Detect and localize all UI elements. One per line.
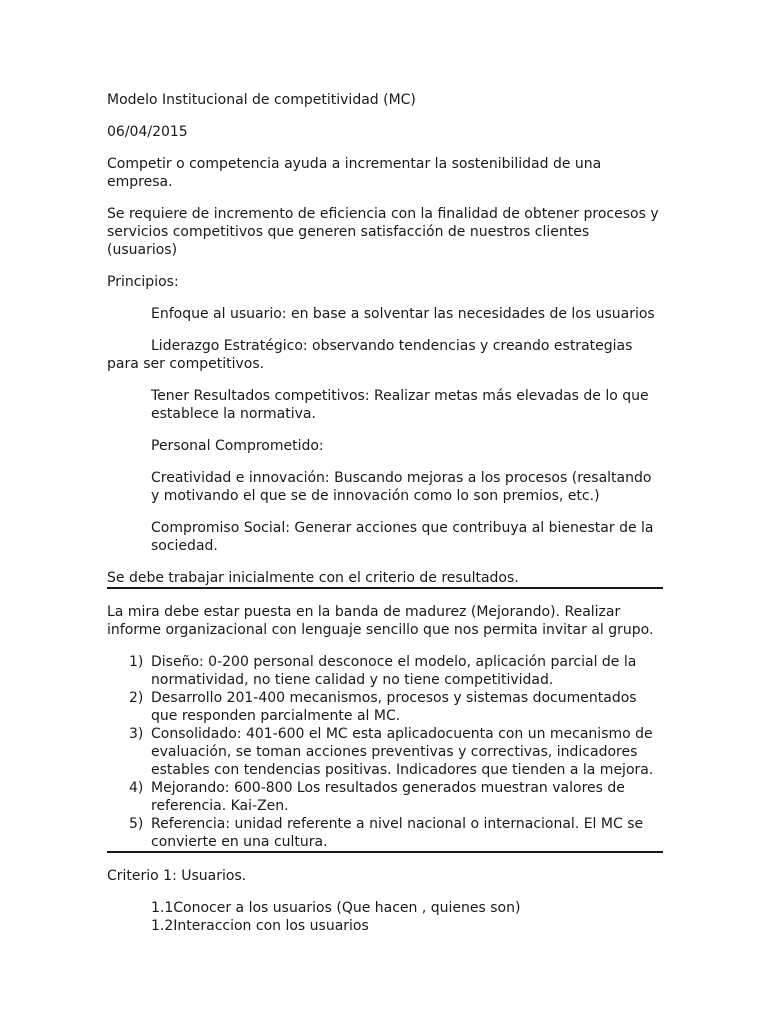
paragraph-mira: La mira debe estar puesta en la banda de madurez (Mejorando). Realizar informe organizacional con lenguaje sencillo que nos permita invitar al grupo.: [107, 604, 654, 638]
criterion1-item: 1.1Conocer a los usuarios (Que hacen , quienes son): [151, 900, 521, 916]
list-item: [107, 815, 663, 851]
list-item-number: 3): [129, 726, 144, 742]
principles-heading: Principios:: [107, 274, 179, 290]
principle-resultados: Tener Resultados competitivos: Realizar metas más elevadas de lo que establece la normativa.: [151, 388, 649, 422]
principle-liderazgo: Liderazgo Estratégico: observando tendencias y creando estrategias: [151, 338, 633, 354]
principle-creatividad: Creatividad e innovación: Buscando mejoras a los procesos (resaltando y motivando el que se de innovación como lo son premios, etc.): [151, 470, 652, 504]
paragraph-competir: Competir o competencia ayuda a incrementar la sostenibilidad de una empresa.: [107, 156, 602, 190]
list-item: [107, 653, 663, 689]
criterion-note: Se debe trabajar inicialmente con el criterio de resultados.: [107, 570, 519, 586]
list-item: [107, 779, 663, 815]
list-item-text: Diseño: 0-200 personal desconoce el modelo, aplicación parcial de la normatividad, no tiene calidad y no tiene competitividad.: [151, 654, 637, 688]
list-item-number: 2): [129, 690, 144, 706]
list-item-text: Mejorando: 600-800 Los resultados generados muestran valores de referencia. Kai-Zen.: [151, 780, 625, 814]
list-item-number: 1): [129, 654, 144, 670]
paragraph-eficiencia: Se requiere de incremento de eficiencia con la finalidad de obtener procesos y servicios competitivos que generen satisfacción de nuestros clientes (usuarios): [107, 206, 659, 258]
list-item: [107, 725, 663, 779]
document-page: [107, 91, 663, 935]
list-item-text: Referencia: unidad referente a nivel nacional o internacional. El MC se convierte en una cultura.: [151, 816, 644, 850]
list-item: [107, 689, 663, 725]
principle-liderazgo-continuation: para ser competitivos.: [107, 356, 265, 372]
criterion1-item: 1.2Interaccion con los usuarios: [151, 918, 369, 934]
principle-personal: Personal Comprometido:: [151, 438, 324, 454]
divider-bottom: [107, 851, 663, 853]
principle-compromiso: Compromiso Social: Generar acciones que contribuya al bienestar de la sociedad.: [151, 520, 654, 554]
maturity-levels-list: [107, 653, 663, 851]
document-title: Modelo Institucional de competitividad (MC): [107, 92, 416, 108]
principle-enfoque: Enfoque al usuario: en base a solventar las necesidades de los usuarios: [151, 306, 655, 322]
list-item-number: 5): [129, 816, 144, 832]
document-date: 06/04/2015: [107, 124, 188, 140]
divider-top: [107, 587, 663, 589]
criterion1-heading: Criterio 1: Usuarios.: [107, 868, 247, 884]
list-item-text: Desarrollo 201-400 mecanismos, procesos y sistemas documentados que responden parcialmente al MC.: [151, 690, 637, 724]
list-item-number: 4): [129, 780, 144, 796]
list-item-text: Consolidado: 401-600 el MC esta aplicadocuenta con un mecanismo de evaluación, se toman acciones preventivas y correctivas, indicadores estables con tendencias positivas. Indicadores que tienden a la mejora.: [151, 726, 654, 778]
